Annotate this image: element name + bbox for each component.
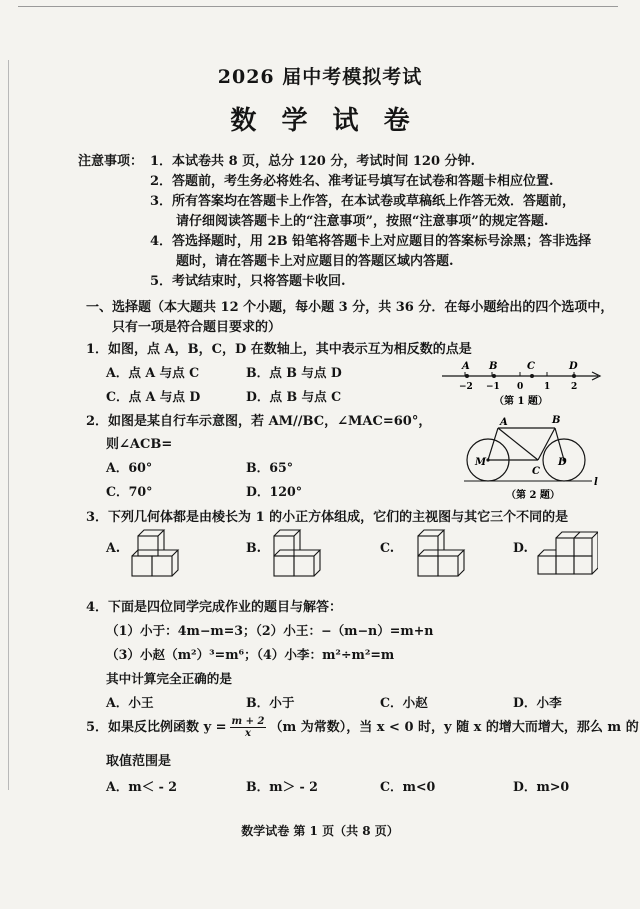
q1-stem: 1．如图，点 A，B，C，D 在数轴上，其中表示互为相反数的点是: [86, 342, 472, 357]
fig2-label-m: M: [475, 457, 487, 468]
fig2-label-c: C: [532, 466, 540, 477]
exam-title: 2026 届中考模拟考试: [217, 66, 423, 88]
q5-stem-post: （m 为常数），当 x < 0 时，y 随 x 的增大而增大，那么 m 的: [269, 720, 639, 735]
q4-stem: 4．下面是四位同学完成作业的题目与解答：: [86, 600, 343, 615]
q2-option-b: B．65°: [246, 460, 294, 475]
notice-label: 注意事项：: [78, 154, 144, 169]
q2-option-a: A．60°: [106, 460, 153, 475]
notice-item-2: 2．答题前，考生务必将姓名、准考证号填写在试卷和答题卡相应位置.: [150, 174, 554, 189]
q1-option-a: A．点 A 与点 C: [106, 365, 200, 380]
fig2-label-l: l: [594, 477, 598, 488]
q5-option-c: C．m<0: [380, 779, 436, 794]
bicycle-figure: [460, 412, 606, 502]
q5-fraction-denominator: x: [245, 728, 251, 739]
q2-option-d: D．120°: [246, 484, 303, 499]
q4-line-2: （3）小赵（m²）³=m⁶；（4）小李：m²÷m²=m: [106, 647, 395, 662]
q5-stem-cont: 取值范围是: [106, 754, 172, 769]
q2-option-c: C．70°: [106, 484, 153, 499]
q5-stem-pre: 5．如果反比例函数 y =: [86, 720, 227, 735]
q5-stem: [86, 716, 639, 739]
q4-option-a: A．小王: [106, 695, 154, 710]
q3-option-d: D.: [513, 540, 528, 555]
axis-point-b: B: [489, 361, 498, 372]
q5-option-d: D．m>0: [513, 779, 570, 794]
tick-label-2: 2: [571, 382, 578, 392]
notice-item-5: 5．考试结束时，只将答题卡收回.: [150, 274, 346, 289]
q2-stem: 2．如图是某自行车示意图，若 AM//BC，∠MAC=60°，: [86, 414, 432, 429]
q3-stem: 3．下列几何体都是由棱长为 1 的小正方体组成，它们的主视图与其它三个不同的是: [86, 510, 569, 525]
q3-option-b: B.: [246, 540, 262, 555]
tick-label-0: 0: [517, 382, 524, 392]
q1-option-b: B．点 B 与点 D: [246, 365, 342, 380]
axis-point-c: C: [527, 361, 535, 372]
q4-option-d: D．小李: [513, 695, 562, 710]
notice-item-1: 1．本试卷共 8 页，总分 120 分，考试时间 120 分钟.: [150, 154, 476, 169]
notice-item-4-cont: 题时，请在答题卡上对应题目的答题区域内答题.: [176, 254, 454, 269]
q2-stem-cont: 则∠ACB=: [106, 437, 173, 452]
axis-point-a: A: [462, 361, 470, 372]
tick-label-neg2: −2: [459, 382, 473, 392]
number-line-figure: [436, 358, 604, 408]
fig2-label-b: B: [552, 415, 561, 426]
section-heading-cont: 只有一项是符合题目要求的）: [112, 320, 282, 335]
q5-option-a: A．m＜ - 2: [106, 779, 178, 794]
q5-option-b: B．m＞ - 2: [246, 779, 318, 794]
notice-item-3-cont: 请仔细阅读答题卡上的“注意事项”，按照“注意事项”的规定答题.: [176, 214, 549, 229]
axis-point-d: D: [569, 361, 578, 372]
q4-option-c: C．小赵: [380, 695, 428, 710]
cube-figure-a: [126, 524, 186, 584]
fig2-label-d: D: [558, 457, 567, 468]
tick-label-neg1: −1: [486, 382, 500, 392]
q5-fraction-numerator: m + 2: [231, 716, 265, 727]
q3-option-c: C.: [380, 540, 395, 555]
top-border-line: [18, 6, 618, 7]
cube-figure-b: [268, 524, 328, 584]
q4-option-b: B．小于: [246, 695, 295, 710]
q1-caption: （第 1 题）: [494, 396, 548, 407]
page-footer: 数学试卷 第 1 页（共 8 页）: [241, 824, 399, 838]
q3-option-a: A.: [106, 540, 121, 555]
q4-line-3: 其中计算完全正确的是: [106, 671, 232, 686]
q4-line-1: （1）小于：4m−m=3；（2）小王：−（m−n）=m+n: [106, 623, 434, 638]
cube-figure-c: [412, 524, 472, 584]
left-margin-line: [8, 60, 9, 790]
section-heading: 一、选择题（本大题共 12 个小题，每小题 3 分，共 36 分．在每小题给出的四个选项中，: [86, 300, 614, 315]
fig2-label-a: A: [500, 417, 508, 428]
q1-option-d: D．点 B 与点 C: [246, 389, 342, 404]
notice-item-4: 4．答选择题时，用 2B 铅笔将答题卡上对应题目的答案标号涂黑；答非选择: [150, 234, 592, 249]
subject-title: 数 学 试 卷: [230, 106, 410, 136]
notice-item-3: 3．所有答案均在答题卡上作答，在本试卷或草稿纸上作答无效．答题前，: [150, 194, 576, 209]
tick-label-1: 1: [544, 382, 551, 392]
cube-figure-d: [532, 520, 598, 584]
q2-caption: （第 2 题）: [506, 490, 560, 501]
q1-option-c: C．点 A 与点 D: [106, 389, 201, 404]
q5-fraction: [230, 716, 267, 739]
